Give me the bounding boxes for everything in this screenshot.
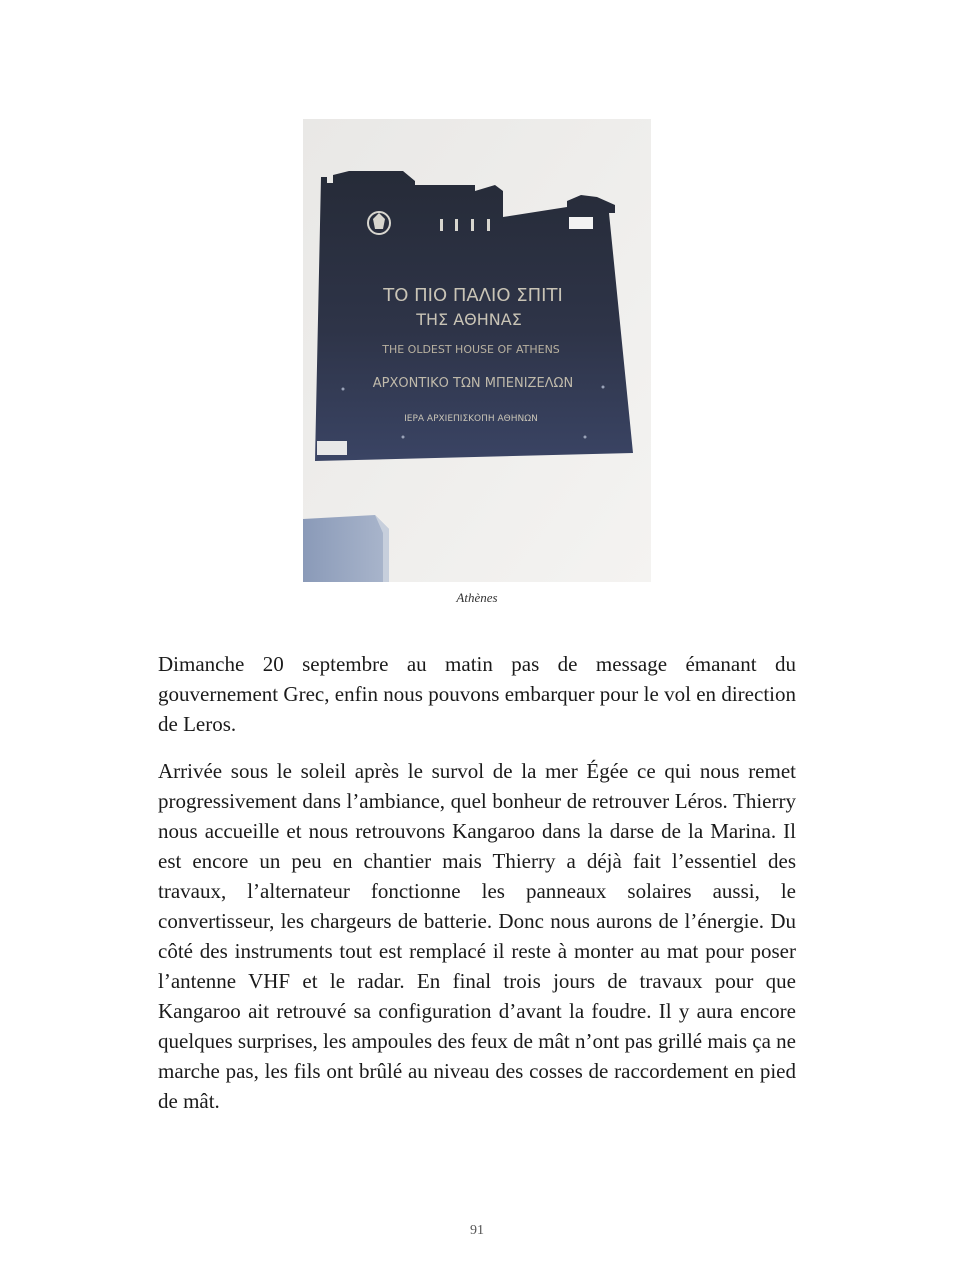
photo-athens-sign <box>303 119 651 582</box>
paragraph-1: Dimanche 20 septembre au matin pas de message émanant du gouvernement Grec, enfin nous pouvons embarquer pour le vol en direction de Leros. <box>158 652 796 736</box>
sign-line-2: ΤΗΣ ΑΘΗΝΑΣ <box>416 310 522 329</box>
sign-line-3: THE OLDEST HOUSE OF ATHENS <box>382 343 560 356</box>
sign-line-1: ΤΟ ΠΙΟ ΠΑΛΙΟ ΣΠΙΤΙ <box>383 285 563 306</box>
page-number: 91 <box>470 1223 484 1238</box>
sign-line-5: ΙΕΡΑ ΑΡΧΙΕΠΙΣΚΟΠΗ ΑΘΗΝΩΝ <box>404 414 538 424</box>
paragraph-2: Arrivée sous le soleil après le survol de la mer Égée ce qui nous remet progressivement dans l’ambiance, quel bonheur de retrouver Léros. Thierry nous accueille et nous retrouvons Kangaroo dans la darse de la Marina. Il est encore un peu en chantier mais Thierry a déjà fait l’essentiel des travaux, l’alternateur fonctionne les panneaux solaires aussi, le convertisseur, les chargeurs de batterie. Donc nous aurons de l’énergie. Du côté des instruments tout est remplacé il reste à monter au mat pour poser l’antenne VHF et le radar. En final trois jours de travaux pour que Kangaroo ait retrouvé sa configuration d’avant la foudre. Il y aura encore quelques surprises, les ampoules des feux de mât n’ont pas grillé mais ça ne marche pas, les fils ont brûlé au niveau des cosses de raccordement en pied de mât. <box>158 759 796 1113</box>
figure-caption: Athènes <box>456 590 498 605</box>
blue-window-frame <box>303 515 389 582</box>
sign-line-4: ΑΡΧΟΝΤΙΚΟ ΤΩΝ ΜΠΕΝΙΖΕΛΩΝ <box>372 376 574 391</box>
